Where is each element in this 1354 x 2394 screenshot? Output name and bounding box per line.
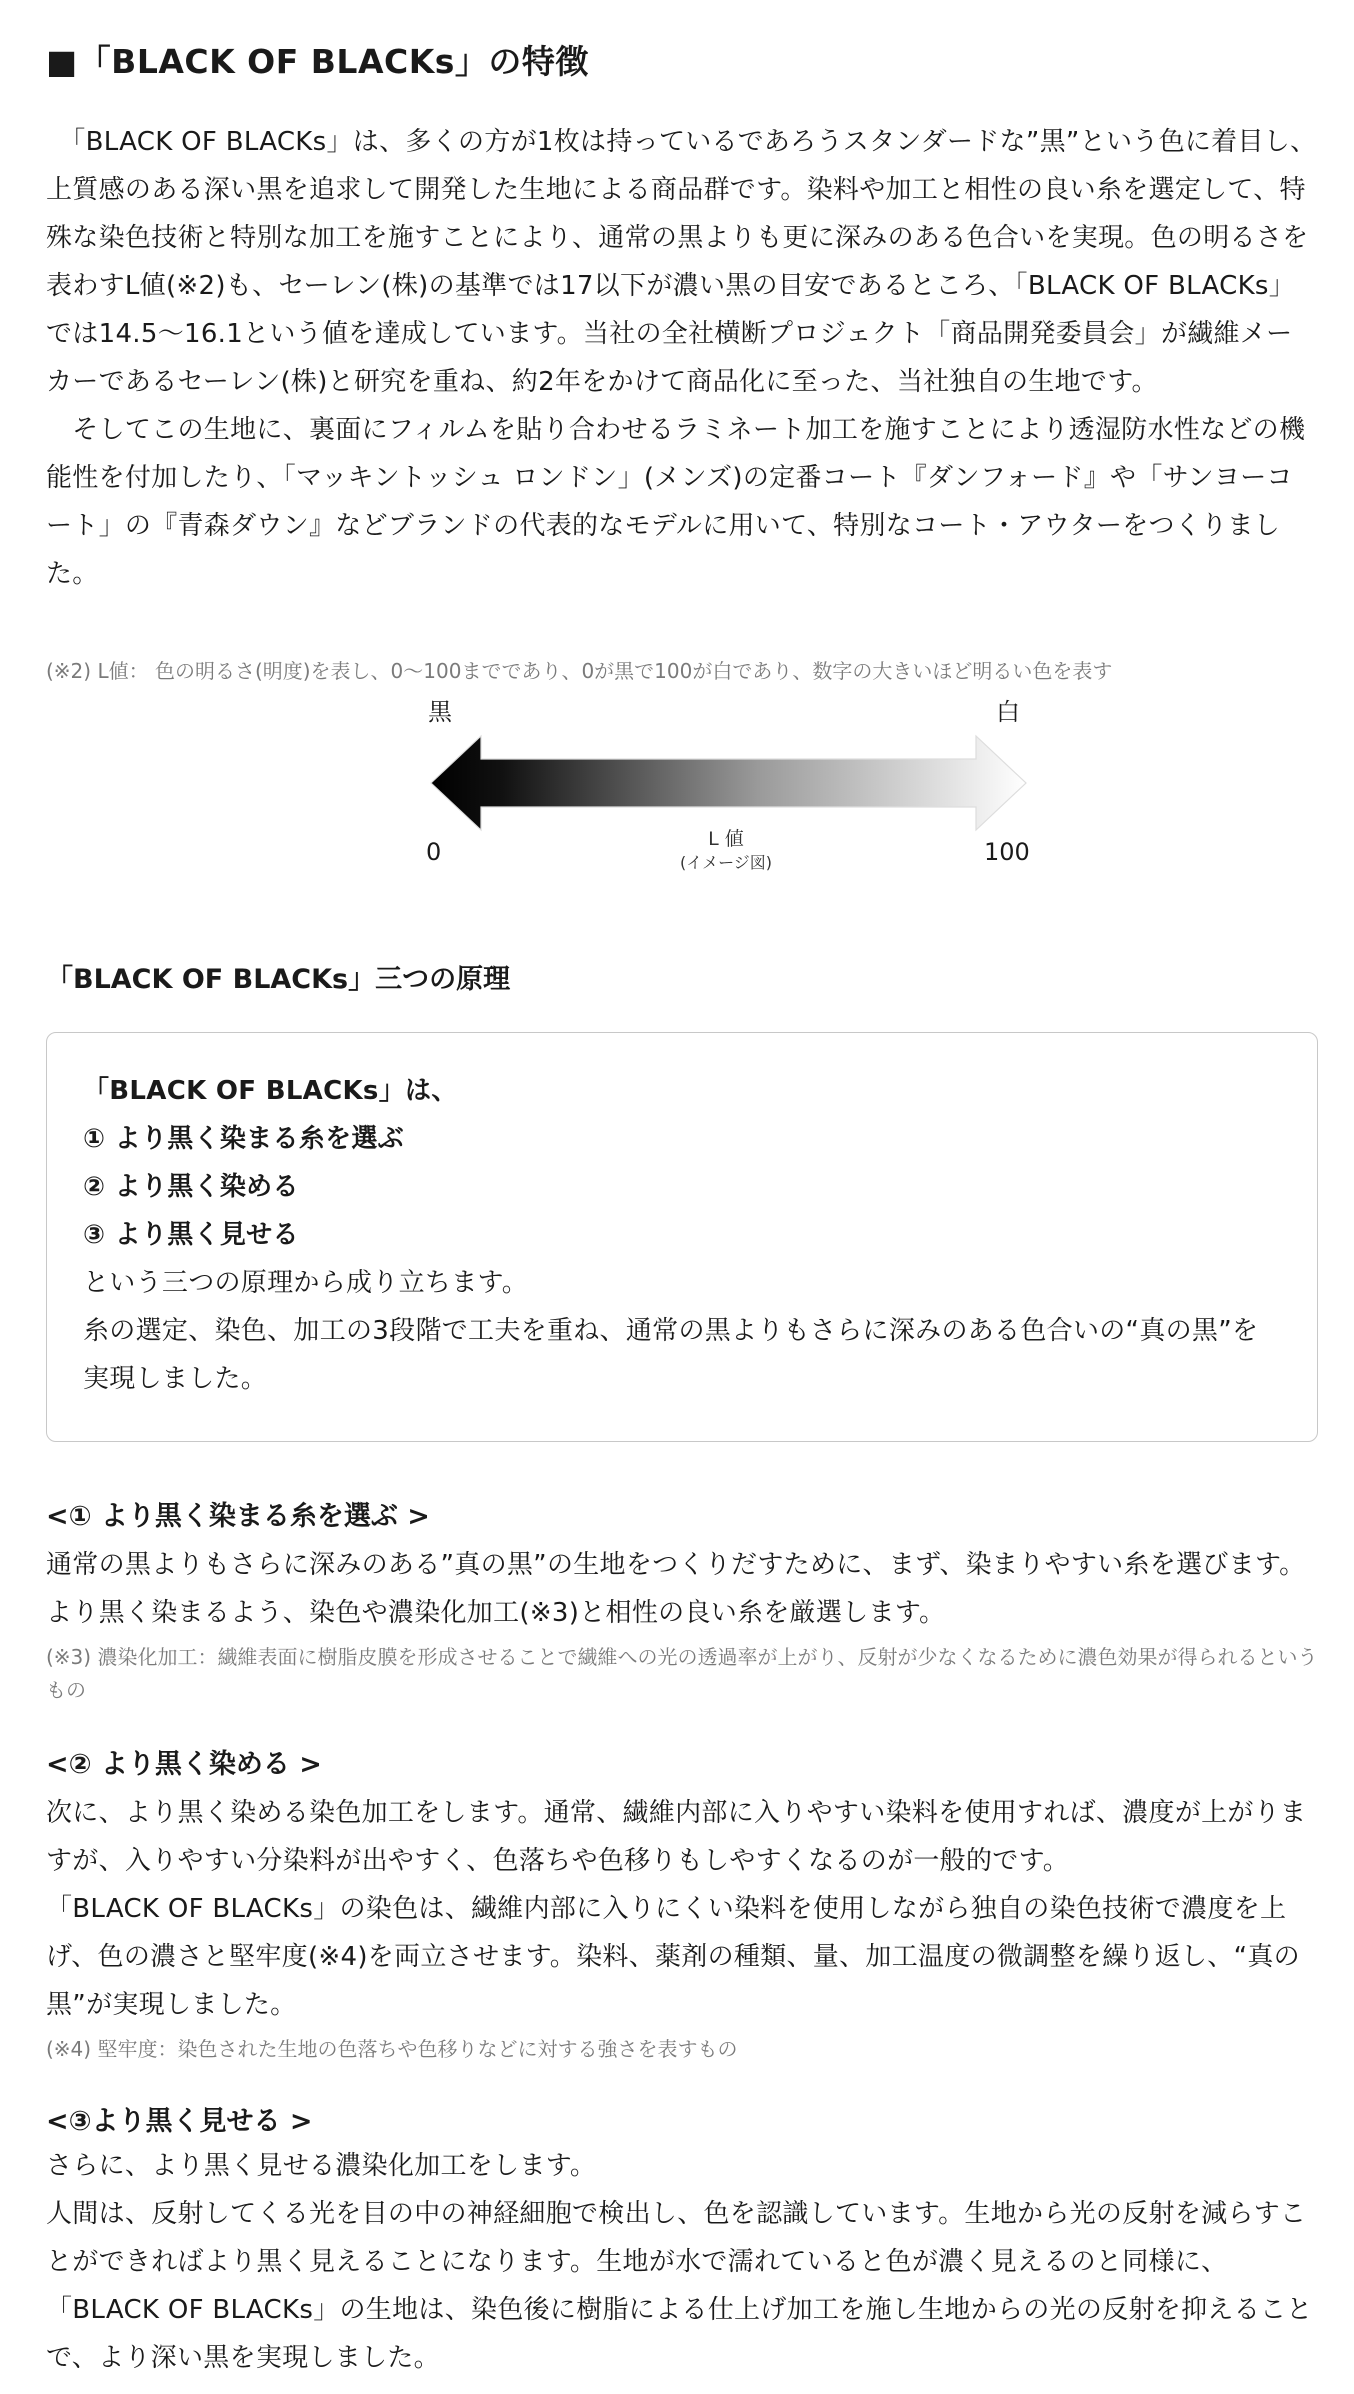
- section-2-title: <② より黒く染める >: [46, 1749, 322, 1780]
- max-label: 100: [984, 838, 1030, 866]
- principles-closing-1: という三つの原理から成り立ちます。: [83, 1268, 529, 1298]
- intro-paragraph-2: そしてこの生地に、裏面にフィルムを貼り合わせるラミネート加工を施すことにより透湿防水性などの機能性を付加したり、「マッキントッシュ ロンドン」(メンズ)の定番コート『ダンフォード』や「サンヨーコート」の『青森ダウン』などブランドの代表的なモデルに用いて、特別なコート・アウターをつくりました。: [46, 415, 1306, 589]
- section-2-body-1: 次に、より黒く染める染色加工をします。通常、繊維内部に入りやすい染料を使用すれば、濃度が上がりますが、入りやすい分染料が出やすく、色落ちや色移りもしやすくなるのが一般的です。: [46, 1798, 1307, 1876]
- section-2-note: (※4) 堅牢度：染色された生地の色落ちや色移りなどに対する強さを表すもの: [46, 2037, 738, 2061]
- section-3-body-1: さらに、より黒く見せる濃染化加工をします。: [46, 2151, 597, 2181]
- section-select-yarn: [46, 1497, 1318, 1707]
- section-dye-blacker: [46, 1745, 1318, 2066]
- section-1-title: <① より黒く染まる糸を選ぶ >: [46, 1501, 430, 1532]
- intro-text: [46, 118, 1318, 598]
- page-title: ■「BLACK OF BLACKs」の特徴: [46, 42, 589, 81]
- section-look-blacker: [46, 2102, 1318, 2382]
- figure-caption-sub: (イメージ図): [679, 853, 772, 872]
- principle-item-2: ② より黒く染める: [83, 1172, 299, 1202]
- intro-paragraph-1: 「BLACK OF BLACKs」は、多くの方が1枚は持っているであろうスタンダードな”黒”という色に着目し、上質感のある深い黒を追求して開発した生地による商品群です。染料や加工と相性の良い糸を選定して、特殊な染色技術と特別な加工を施すことにより、通常の黒よりも更に深みのある色合いを実現。色の明るさを表わすL値(※2)も、セーレン(株)の基準では17以下が濃い黒の目安であるところ、「BLACK OF BLACKs」では14.5〜16.1という値を達成しています。当社の全社横断プロジェクト「商品開発委員会」が繊維メーカーであるセーレン(株)と研究を重ね、約2年をかけて商品化に至った、当社独自の生地です。: [46, 127, 1317, 397]
- black-label: 黒: [428, 698, 452, 726]
- principles-title: 「BLACK OF BLACKs」三つの原理: [46, 964, 511, 995]
- principle-item-1: ① より黒く染まる糸を選ぶ: [83, 1124, 404, 1154]
- footnote-l-value: (※2) L値： 色の明るさ(明度)を表し、0〜100までであり、0が黒で100が白であり、数字の大きいほど明るい色を表す: [46, 659, 1113, 683]
- min-label: 0: [426, 838, 442, 866]
- principles-intro: 「BLACK OF BLACKs」は、: [83, 1076, 458, 1106]
- section-3-title: <③より黒く見せる >: [46, 2106, 313, 2137]
- section-3-body-2: 人間は、反射してくる光を目の中の神経細胞で検出し、色を認識しています。生地から光の反射を減らすことができればより黒く見えることになります。生地が水で濡れていると色が濃く見えるのと同様に、「BLACK OF BLACKs」の生地は、染色後に樹脂による仕上げ加工を施し生地からの光の反射を抑えることで、より深い黒を実現しました。: [46, 2199, 1313, 2373]
- l-value-figure: [376, 690, 1056, 890]
- l-value-gradient-arrow: [376, 728, 1056, 838]
- section-1-body: 通常の黒よりもさらに深みのある”真の黒”の生地をつくりだすために、まず、染まりやすい糸を選びます。より黒く染まるよう、染色や濃染化加工(※3)と相性の良い糸を厳選します。: [46, 1550, 1306, 1628]
- principle-item-3: ③ より黒く見せる: [83, 1220, 299, 1250]
- principles-box: [46, 1032, 1318, 1442]
- white-label: 白: [996, 698, 1020, 726]
- section-2-body-2: 「BLACK OF BLACKs」の染色は、繊維内部に入りにくい染料を使用しながら独自の染色技術で濃度を上げ、色の濃さと堅牢度(※4)を両立させます。染料、薬剤の種類、量、加工温度の微調整を繰り返し、“真の黒”が実現しました。: [46, 1894, 1300, 2020]
- section-1-note: (※3) 濃染化加工：繊維表面に樹脂皮膜を形成させることで繊維への光の透過率が上がり、反射が少なくなるために濃色効果が得られるというもの: [46, 1645, 1318, 1702]
- principles-closing-2: 糸の選定、染色、加工の3段階で工夫を重ね、通常の黒よりもさらに深みのある色合いの“真の黒”を実現しました。: [83, 1316, 1259, 1394]
- figure-caption: L 値: [708, 828, 744, 850]
